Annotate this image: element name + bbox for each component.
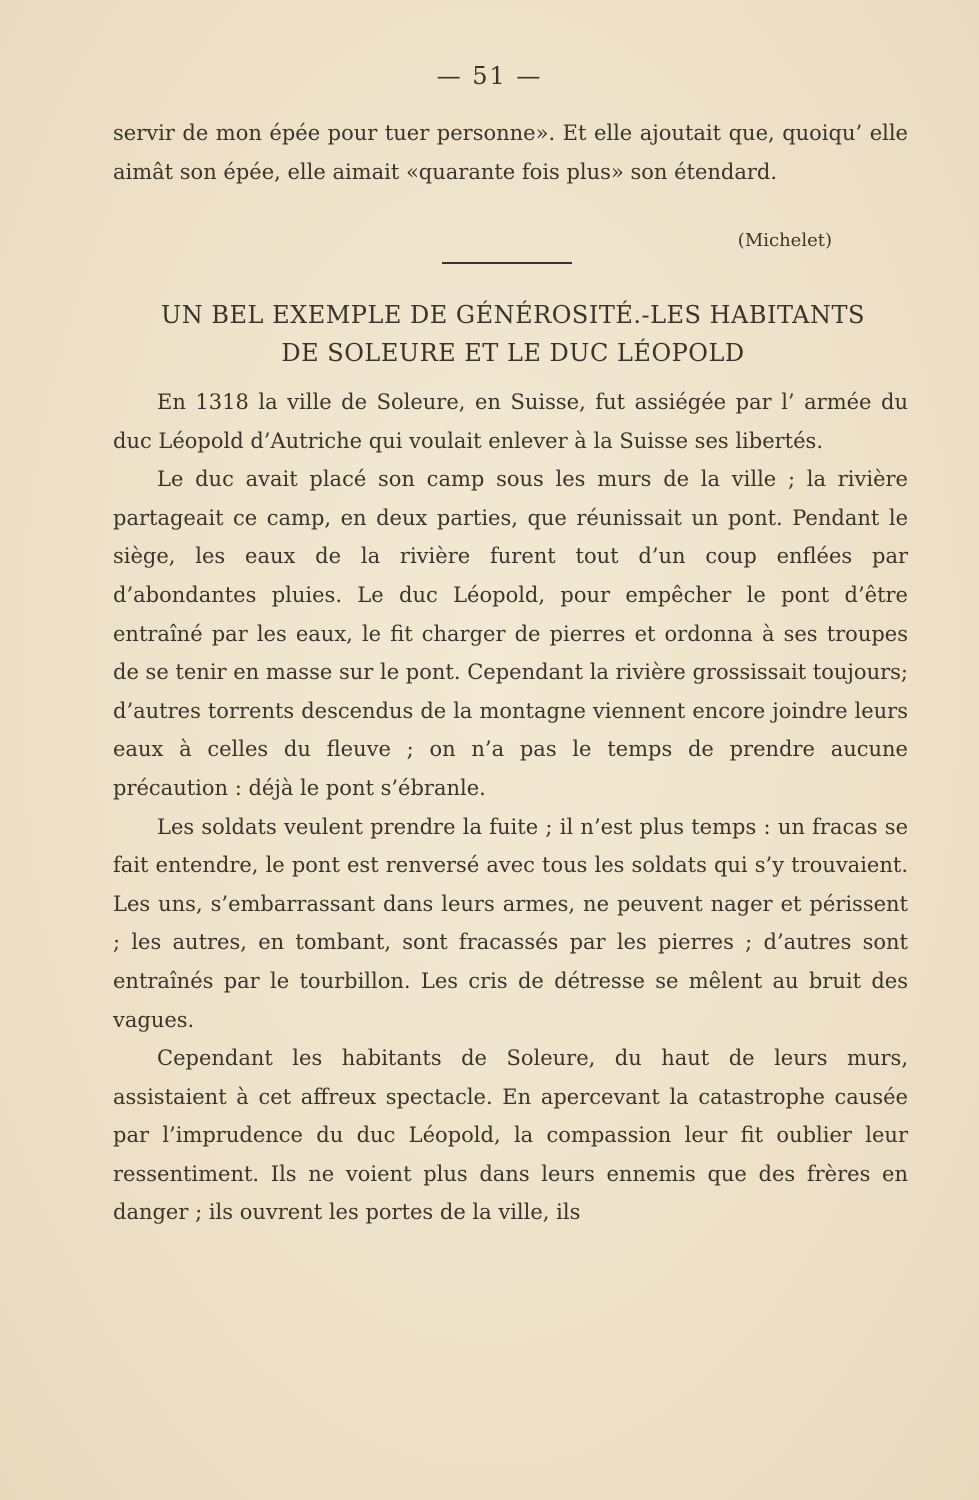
- page-number: — 51 —: [436, 62, 543, 90]
- body-text-block: [113, 383, 908, 1232]
- intro-text-block: [113, 114, 908, 191]
- paragraph: Le duc avait placé son camp sous les murs de la ville ; la rivière partageait ce camp, en deux parties, que réunissait un pont. Pendant le siège, les eaux de la rivière furent tout d’un coup enflées par d’abondantes pluies. Le duc Léopold, pour empêcher le pont d’être entraîné par les eaux, le fit charger de pierres et ordonna à ses troupes de se tenir en masse sur le pont. Cependant la rivière grossissait toujours; d’autres torrents descendus de la montagne viennent encore joindre leurs eaux à celles du fleuve ; on n’a pas le temps de prendre aucune précaution : déjà le pont s’ébranle.: [113, 467, 908, 800]
- intro-paragraph: servir de mon épée pour tuer personne». Et elle ajoutait que, quoiqu’ elle aimât son épée, elle aimait «quarante fois plus» son étendard.: [113, 121, 908, 184]
- section-title: [113, 296, 913, 372]
- paragraph: Les soldats veulent prendre la fuite ; il n’est plus temps : un fracas se fait entendre, le pont est renversé avec tous les soldats qui s’y trouvaient. Les uns, s’embarrassant dans leurs armes, ne peuvent nager et périssent ; les autres, en tombant, sont fracassés par les pierres ; d’autres sont entraînés par le tourbillon. Les cris de détresse se mêlent au bruit des vagues.: [113, 814, 908, 1032]
- quote-attribution: (Michelet): [737, 230, 832, 251]
- section-title-line-2: DE SOLEURE ET LE DUC LÉOPOLD: [281, 339, 745, 367]
- section-title-line-1: UN BEL EXEMPLE DE GÉNÉROSITÉ.-LES HABITANTS: [161, 301, 865, 329]
- section-divider: [442, 262, 572, 264]
- paragraph: En 1318 la ville de Soleure, en Suisse, fut assiégée par l’ armée du duc Léopold d’Autriche qui voulait enlever à la Suisse ses libertés.: [113, 390, 908, 453]
- paragraph: Cependant les habitants de Soleure, du haut de leurs murs, assistaient à cet affreux spectacle. En apercevant la catastrophe causée par l’imprudence du duc Léopold, la compassion leur fit oublier leur ressentiment. Ils ne voient plus dans leurs ennemis que des frères en danger ; ils ouvrent les portes de la ville, ils: [113, 1046, 908, 1225]
